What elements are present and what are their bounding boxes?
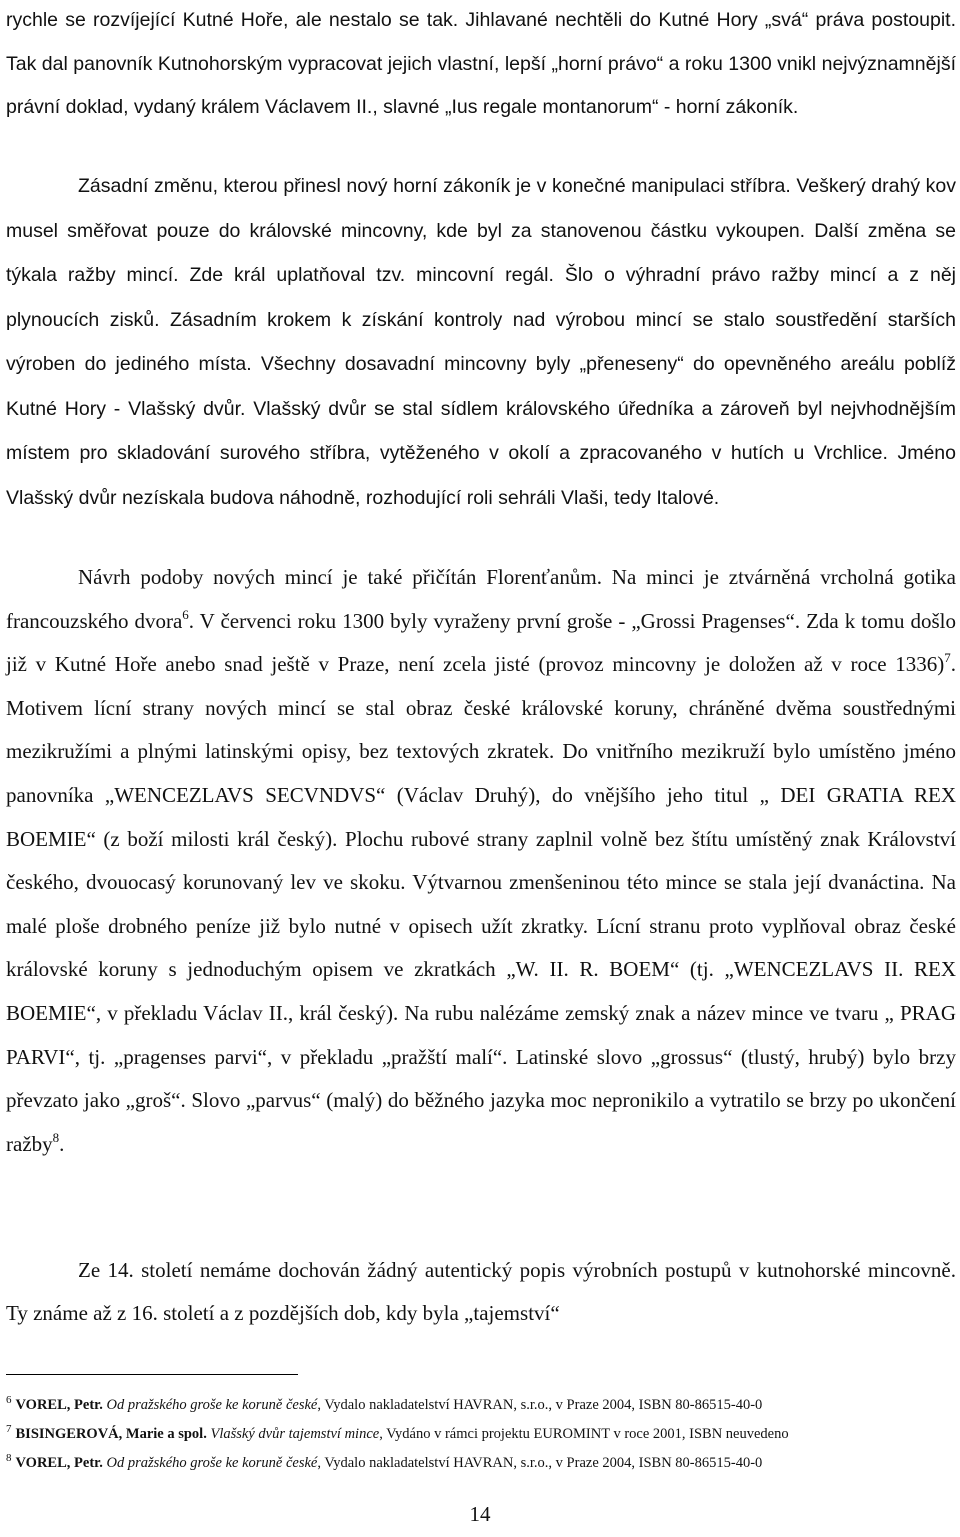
paragraph-text-sans: Zásadní změnu, kterou přinesl nový horní zákoník je v konečné manipulaci stříbra. Veškerý drahý kov musel směřovat pouze do královské mincovny, kde byl za stanovenou částku vykoupen. Další změna se týkala ražby mincí. Zde král uplatňoval tzv. mincovní regál. Šlo o výhradní právo ražby mincí a z něj plynoucích zisků. xyxy=(6,175,956,331)
page-number: 14 xyxy=(469,1502,491,1526)
paragraph-text: Na minci je ztvárněná vrcholná gotika francouzského dvora xyxy=(6,565,956,633)
footnote-item xyxy=(6,1388,956,1417)
paragraph-text: Návrh podoby nových mincí je také přičítán Florenťanům. xyxy=(78,565,602,589)
footnote-number: 8 xyxy=(6,1452,12,1464)
footnote-title: Od pražského groše ke koruně české xyxy=(106,1455,318,1471)
footnote-item xyxy=(6,1446,956,1475)
paragraph-text: . xyxy=(59,1131,65,1156)
paragraph-text: . Motivem lícní strany nových mincí se stal obraz české královské koruny, chráněné dvěma soustřednými mezikružími a plnými latinskými opisy, bez textových zkratek. Do vnitřního mezikruží bylo umístěno jméno panovníka „WENCEZLAVS SECVNDVS“ (Václav Druhý), do vnějšího jeho titul „ DEI GRATIA REX BOEMIE“ (z boží milosti král český). Plochu rubové strany zaplnil volně bez štítu umístěný znak Království českého, dvouocasý korunovaný lev ve skoku. Výtvarnou zmenšeninou této mince se stala její dvanáctina. Na malé ploše drobného peníze již bylo nutné v opisech užít zkratky. Lícní stranu proto vyplňoval obraz české královské koruny s jednoduchým opisem ve zkratkách „W. II. R. BOEM“ (tj. „WENCEZLAVS II. REX BOEMIE“, v překladu Václav II., král český). Na rubu nalézáme zemský znak a název mince ve tvaru „ PRAG PARVI“, tj. „pragenses parvi“, v překladu „pražští malí“. Latinské slovo „grossus“ (tlustý, hrubý) bylo brzy převzato jako „groš“. Slovo „parvus“ (malý) do běžného jazyka moc nepronikilo a vytratilo se brzy po ukončení ražby xyxy=(6,652,956,1156)
paragraph-text: . V červenci roku 1300 byly vyraženy první groše - „Grossi Pragenses“. Zda k tomu došlo již v Kutné Hoře anebo snad ještě v Praze, není zcela jisté (provoz mincovny je doložen až v roce 1336) xyxy=(6,608,956,677)
footnote-reference-8[interactable]: 8 xyxy=(52,1129,60,1145)
footnote-author: BISINGEROVÁ, Marie a spol. xyxy=(15,1426,207,1442)
paragraph-grossi-pragenses xyxy=(6,556,956,1166)
footnote-number: 6 xyxy=(6,1394,12,1406)
footnote-number: 7 xyxy=(6,1423,12,1435)
footnote-reference-6[interactable]: 6 xyxy=(182,606,189,622)
footnote-title: Od pražského groše ke koruně české xyxy=(106,1397,318,1413)
paragraph-horni-zakonik xyxy=(6,0,956,129)
footnotes-list xyxy=(6,1388,956,1475)
footnote-item xyxy=(6,1417,956,1446)
footnote-details: , Vydalo nakladatelství HAVRAN, s.r.o., v Praze 2004, ISBN 80-86515-40-0 xyxy=(317,1397,763,1413)
footnote-author: VOREL, Petr. xyxy=(15,1397,103,1413)
paragraph-vyrobni-postupy xyxy=(6,1249,956,1335)
footnote-separator xyxy=(6,1374,298,1375)
footnote-title: Vlašský dvůr tajemství mince xyxy=(210,1426,380,1442)
footnote-details: , Vydáno v rámci projektu EUROMINT v roce 2001, ISBN neuvedeno xyxy=(379,1426,789,1442)
footnote-author: VOREL, Petr. xyxy=(15,1455,103,1471)
footnote-reference-7[interactable]: 7 xyxy=(944,650,951,666)
paragraph-text: Ze 14. století nemáme dochován žádný autentický popis výrobních postupů v kutnohorské mincovně. Ty známe až z 16. století a z pozdějších dob, kdy byla „tajemství“ xyxy=(6,1258,956,1325)
paragraph-mincovni-regal xyxy=(6,164,956,520)
paragraph-text: Zásadním krokem k získání kontroly nad výrobou mincí se stalo soustředění starších výroben do jediného místa. Všechny dosavadní mincovny byly „přeneseny“ do opevněného areálu poblíž Kutné Hory - Vlašský dvůr. Vlašský dvůr se stal sídlem královského úředníka a zároveň byl nejvhodnějším místem pro skladování surového stříbra, vytěženého v okolí a zpracovaného v hutích u Vrchlice. Jméno Vlašský dvůr nezískala budova náhodně, rozhodující roli sehráli Vlaši, tedy Italové. xyxy=(6,308,956,509)
footnote-details: , Vydalo nakladatelství HAVRAN, s.r.o., v Praze 2004, ISBN 80-86515-40-0 xyxy=(317,1455,763,1471)
paragraph-text: rychle se rozvíjející Kutné Hoře, ale nestalo se tak. Jihlavané nechtěli do Kutné Hory „svá“ práva postoupit. Tak dal panovník Kutnohorským vypracovat jejich vlastní, lepší „horní právo“ a roku 1300 vnikl nejvýznamnější právní doklad, vydaný králem Václavem II., slavné „Ius regale montanorum“ - horní zákoník. xyxy=(6,9,956,118)
